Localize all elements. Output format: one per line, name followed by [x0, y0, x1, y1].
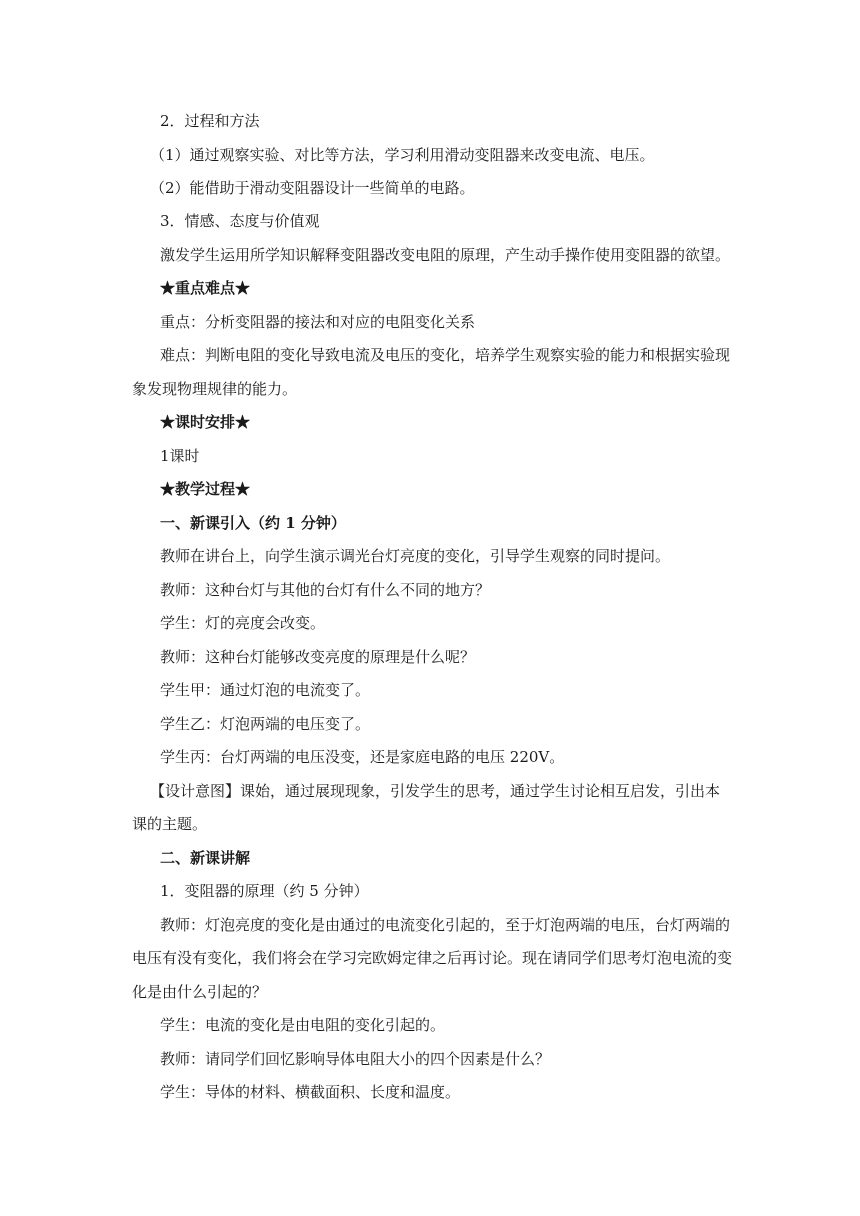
heading-process-methods: 2．过程和方法 — [160, 112, 260, 130]
paragraph-line: 教师：这种台灯能够改变亮度的原理是什么呢？ — [160, 648, 476, 666]
paragraph-line: 学生：电流的变化是由电阻的变化引起的。 — [160, 1016, 446, 1034]
section-heading-teaching-process: ★教学过程★ — [160, 480, 251, 498]
heading-emotion-values: 3．情感、态度与价值观 — [160, 212, 320, 230]
paragraph-line: 1．变阻器的原理（约 5 分钟） — [160, 882, 369, 900]
paragraph-line: 学生甲：通过灯泡的电流变了。 — [160, 681, 371, 699]
section-heading-key-points: ★重点难点★ — [160, 279, 251, 297]
paragraph-line: 教师：这种台灯与其他的台灯有什么不同的地方？ — [160, 581, 491, 599]
paragraph-line: （2）能借助于滑动变阻器设计一些简单的电路。 — [150, 179, 475, 197]
paragraph-line: 学生：导体的材料、横截面积、长度和温度。 — [160, 1083, 461, 1101]
paragraph-line: 教师：灯泡亮度的变化是由通过的电流变化引起的，至于灯泡两端的电压，台灯两端的 — [160, 916, 731, 934]
paragraph-line: 象发现物理规律的能力。 — [132, 380, 298, 398]
paragraph-line: 教师在讲台上，向学生演示调光台灯亮度的变化，引导学生观察的同时提问。 — [160, 547, 671, 565]
paragraph-line: 学生乙：灯泡两端的电压变了。 — [160, 715, 371, 733]
section-heading-schedule: ★课时安排★ — [160, 413, 251, 431]
paragraph-line: （1）通过观察实验、对比等方法，学习利用滑动变阻器来改变电流、电压。 — [150, 146, 655, 164]
paragraph-line: 教师：请同学们回忆影响导体电阻大小的四个因素是什么？ — [160, 1050, 551, 1068]
subheading-new-lesson: 二、新课讲解 — [160, 849, 251, 867]
paragraph-line: 【设计意图】课始，通过展现现象，引发学生的思考，通过学生讨论相互启发，引出本 — [150, 782, 721, 800]
paragraph-line: 难点：判断电阻的变化导致电流及电压的变化，培养学生观察实验的能力和根据实验现 — [160, 346, 731, 364]
paragraph-line: 课的主题。 — [132, 815, 208, 833]
paragraph-line: 化是由什么引起的？ — [132, 983, 268, 1001]
paragraph-line: 电压有没有变化，我们将会在学习完欧姆定律之后再讨论。现在请同学们思考灯泡电流的变 — [132, 949, 733, 967]
paragraph-line: 学生丙：台灯两端的电压没变，还是家庭电路的电压 220V。 — [160, 748, 565, 766]
paragraph-line: 1课时 — [160, 447, 200, 465]
paragraph-line: 重点：分析变阻器的接法和对应的电阻变化关系 — [160, 313, 476, 331]
paragraph-line: 学生：灯的亮度会改变。 — [160, 614, 326, 632]
paragraph-line: 激发学生运用所学知识解释变阻器改变电阻的原理，产生动手操作使用变阻器的欲望。 — [160, 246, 731, 264]
subheading-intro: 一、新课引入（约 1 分钟） — [160, 514, 346, 532]
